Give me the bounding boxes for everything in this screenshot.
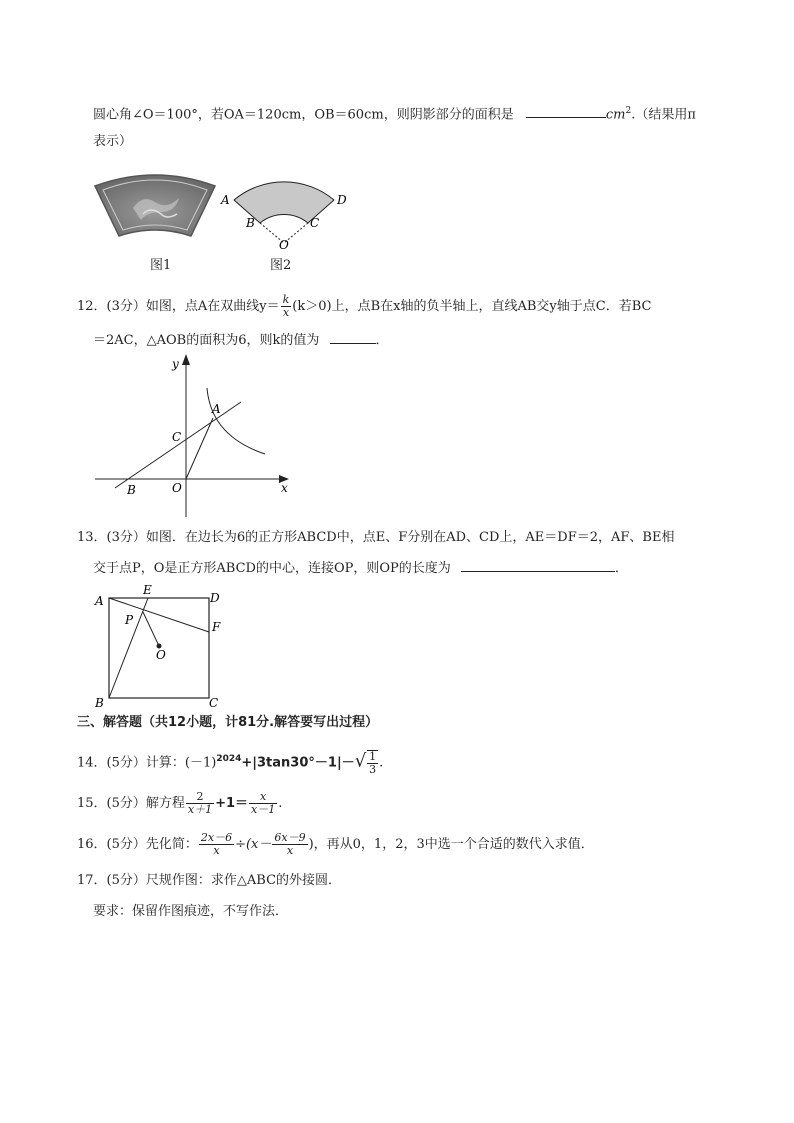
q16-tail: )，再从0，1，2，3中选一个合适的数代入求值．: [308, 837, 594, 852]
q15-end: .: [278, 796, 283, 811]
frac-den: x: [282, 306, 290, 319]
frac-num: 2x－6: [200, 831, 233, 844]
q13-text: 交于点P，O是正方形ABCD的中心，连接OP，则OP的长度为: [93, 561, 451, 576]
q15-prefix: 15．(5分）解方程: [77, 796, 185, 811]
q13-square-diagram: [90, 580, 230, 710]
unit-exponent: 2: [625, 106, 632, 116]
fraction-1: [199, 832, 234, 857]
q11-tail: .（结果用π: [631, 107, 696, 123]
label-O: O: [172, 481, 182, 495]
q13-end: ．: [614, 561, 628, 576]
label-P: P: [125, 613, 134, 627]
q11-text: 圆心角∠O＝100°，若OA＝120cm，OB＝60cm，则阴影部分的面积是: [93, 107, 514, 123]
label-C: C: [209, 696, 219, 710]
label-E: E: [143, 583, 152, 597]
figure-2-diagram: [218, 165, 348, 253]
q14-end: .: [379, 755, 384, 771]
q15-line: [77, 791, 282, 816]
q12-prefix: 12．(3分）如图，点A在双曲线y＝: [77, 299, 280, 314]
answer-blank: [526, 104, 606, 118]
label-D: D: [210, 591, 220, 605]
figure-1-photo: [93, 168, 217, 248]
label-y-axis: y: [172, 357, 179, 371]
frac-den: x: [213, 844, 220, 857]
q15-mid: +1＝: [215, 796, 249, 811]
frac-den: x－1: [251, 803, 276, 816]
q16-mid: ÷(x－: [235, 837, 272, 852]
q14-prefix: 14．(5分）计算：(－1): [77, 755, 217, 771]
frac-num: x: [249, 791, 277, 804]
label-F: F: [212, 620, 221, 634]
q12-graph: [93, 352, 293, 518]
frac-den: x: [286, 844, 294, 857]
sqrt-one-third: √ $\frac{1}{3}$: [354, 749, 377, 776]
q16-prefix: 16．(5分）先化简：: [77, 837, 198, 852]
frac-num: k: [282, 293, 290, 306]
answer-blank: [461, 558, 615, 572]
frac-num: 1: [369, 749, 377, 763]
q11-line2: 表示）: [93, 134, 133, 149]
q12-line1: [77, 294, 651, 319]
frac-num: 2: [186, 791, 214, 804]
q11-line1: [93, 101, 696, 125]
q14-line: [77, 749, 383, 776]
label-A: A: [221, 193, 230, 207]
fraction-2: [272, 832, 307, 857]
frac-num: 6x－9: [274, 831, 306, 844]
figure-1-caption: 图1: [150, 258, 172, 273]
label-x-axis: x: [281, 481, 288, 495]
frac-den: x＋1: [187, 803, 213, 816]
unit: cm: [605, 107, 626, 123]
label-O: O: [279, 238, 289, 252]
label-A: A: [212, 402, 221, 416]
fraction-2: [249, 791, 277, 816]
section-3-heading: 三、解答题（共12小题，计81分.解答要写出过程）: [77, 715, 379, 730]
fraction-1: [186, 791, 214, 816]
q12-text: ＝2AC，△AOB的面积为6，则k的值为: [93, 333, 320, 348]
figure-2-caption: 图2: [270, 258, 292, 273]
fraction-k-over-x: [281, 294, 292, 319]
q12-condition: (k＞0)上，点B在x轴的负半轴上，直线AB交y轴于点C．若BC: [292, 299, 652, 314]
answer-blank: [330, 330, 376, 344]
q17-line2: 要求：保留作图痕迹，不写作法．: [93, 904, 289, 919]
frac-den: 3: [369, 762, 377, 776]
label-B: B: [95, 696, 104, 710]
label-D: D: [337, 193, 347, 207]
q17-line1: 17．(5分）尺规作图：求作△ABC的外接圆．: [77, 873, 342, 888]
q13-line2: [93, 558, 628, 579]
label-C: C: [310, 216, 320, 230]
q14-expression: +|3tan30°－1|－: [241, 755, 355, 771]
q12-end: ．: [375, 333, 389, 348]
label-C: C: [172, 430, 182, 444]
exponent: 2024: [216, 754, 242, 764]
label-B: B: [127, 483, 136, 497]
q12-line2: [93, 330, 389, 351]
label-A: A: [95, 594, 104, 608]
label-O: O: [156, 648, 166, 662]
label-B: B: [246, 216, 255, 230]
q16-line: [77, 832, 594, 857]
q13-line1: 13．(3分）如图．在边长为6的正方形ABCD中，点E、F分别在AD、CD上，AE＝DF＝2，AF、BE相: [77, 530, 675, 545]
